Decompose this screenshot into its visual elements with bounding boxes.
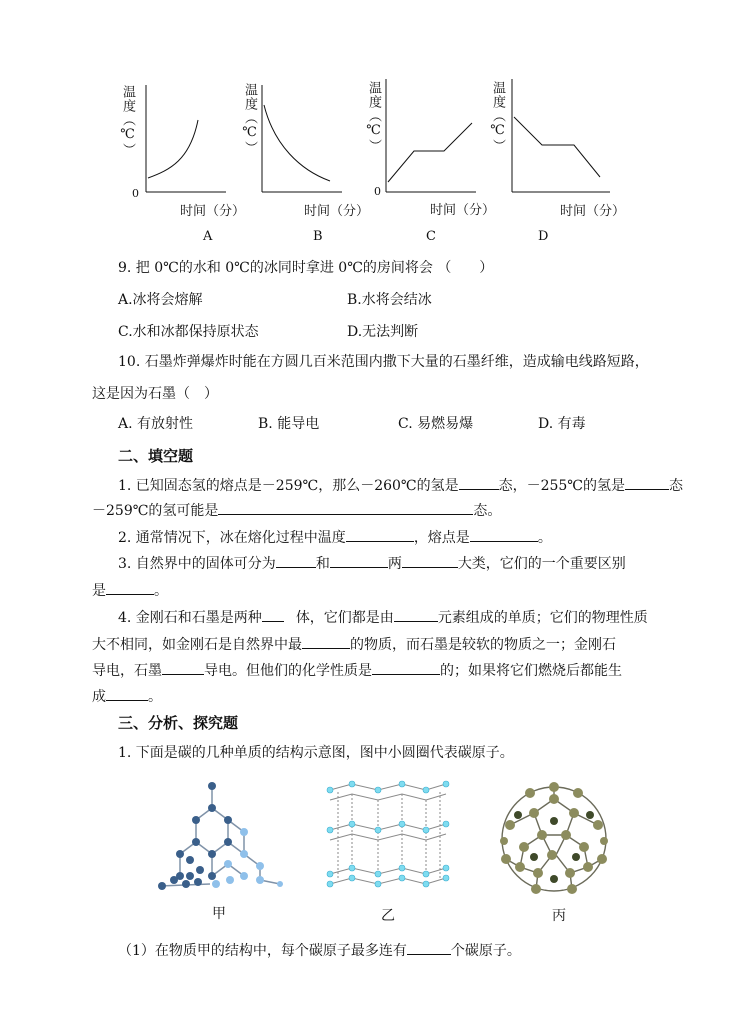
graph-d-ylabel: 温度（℃） bbox=[490, 81, 505, 153]
fill-q4-text-j: 。 bbox=[148, 689, 162, 705]
fill-q3-text-c: 两 bbox=[387, 556, 402, 572]
fill-q4-text-c: 元素组成的单质；它们的物理性质 bbox=[437, 610, 648, 626]
fill-q4-line3 bbox=[92, 660, 622, 681]
graph-a-ylabel: 温度（℃） bbox=[120, 85, 135, 157]
fill-q2-text-c: 。 bbox=[537, 530, 552, 546]
fill-q2-blank-2[interactable] bbox=[470, 527, 538, 542]
q9-option-b: B.水将会结冰 bbox=[347, 292, 432, 308]
graph-a-zero: 0 bbox=[132, 187, 139, 200]
graph-a-xlabel: 时间（分） bbox=[180, 204, 246, 219]
fill-q4-text-f: 导电，石墨 bbox=[92, 663, 162, 679]
fill-q4-text-g: 导电。但他们的化学性质是 bbox=[204, 663, 372, 679]
fill-q3-blank-3[interactable] bbox=[402, 553, 458, 568]
graph-a bbox=[118, 75, 246, 219]
graph-d bbox=[490, 75, 626, 219]
diamond-structure-image bbox=[150, 780, 290, 900]
fill-q1-blank-2[interactable] bbox=[625, 475, 669, 490]
structure-label-yi: 乙 bbox=[381, 908, 395, 924]
fill-q1-line1 bbox=[118, 475, 683, 496]
fill-q3-text-f: 。 bbox=[154, 583, 168, 599]
fill-q1-blank-3[interactable] bbox=[218, 500, 473, 515]
fill-q4-line1 bbox=[118, 607, 648, 628]
analysis-q1-sub1 bbox=[118, 940, 521, 961]
graph-c-zero: 0 bbox=[374, 185, 381, 198]
graph-d-plot bbox=[490, 75, 610, 215]
fill-q4-text-b: 体，它们都是由 bbox=[295, 610, 394, 626]
fill-q1-text-a: 1. 已知固态氢的熔点是－259℃，那么－260℃的氢是 bbox=[118, 478, 459, 494]
analysis-q1-sub1-text-a: （1）在物质甲的结构中，每个碳原子最多连有 bbox=[118, 943, 407, 959]
fullerene-structure-image bbox=[490, 775, 620, 903]
fill-q1-text-c: 态 bbox=[668, 478, 683, 494]
fill-q1-text-b: 态，－255℃的氢是 bbox=[498, 478, 625, 494]
graph-b-xlabel: 时间（分） bbox=[304, 204, 370, 219]
fill-q4-text-d: 大不相同，如金刚石是自然界中最 bbox=[92, 637, 302, 653]
q10-stem-line1: 10. 石墨炸弹爆炸时能在方圆几百米范围内撒下大量的石墨纤维，造成输电线路短路， bbox=[118, 354, 649, 370]
graph-c-label: C bbox=[426, 229, 436, 244]
graph-c-ylabel: 温度（℃） bbox=[366, 81, 381, 153]
fill-q4-blank-6[interactable] bbox=[106, 686, 148, 701]
fill-q1-blank-1[interactable] bbox=[459, 475, 499, 490]
analysis-q1-sub1-text-b: 个碳原子。 bbox=[450, 943, 521, 959]
fill-q3-blank-2[interactable] bbox=[330, 553, 388, 568]
fill-q3-blank-1[interactable] bbox=[276, 553, 316, 568]
fill-q4-text-h: 的；如果将它们燃烧后都能生 bbox=[440, 663, 622, 679]
q10-option-d: D. 有毒 bbox=[538, 416, 586, 432]
q9-option-c: C.水和冰都保持原状态 bbox=[118, 324, 259, 340]
fill-q2-text-b: ，熔点是 bbox=[413, 530, 470, 546]
graph-d-label: D bbox=[538, 229, 549, 244]
structure-label-bing: 丙 bbox=[552, 908, 566, 924]
fill-q1-text-d: －259℃的氢可能是 bbox=[92, 503, 219, 519]
fill-q2-text-a: 2. 通常情况下，冰在熔化过程中温度 bbox=[118, 530, 346, 546]
graph-a-label: A bbox=[203, 229, 213, 244]
fill-q1-text-e: 态。 bbox=[473, 503, 502, 519]
q10-option-b: B. 能导电 bbox=[258, 416, 320, 432]
graphite-structure-image bbox=[322, 778, 452, 898]
fill-q3-text-b: 和 bbox=[315, 556, 330, 572]
graph-c bbox=[366, 75, 496, 218]
q10-option-a: A. 有放射性 bbox=[118, 416, 194, 432]
fill-q3-line2 bbox=[92, 580, 168, 601]
graph-d-xlabel: 时间（分） bbox=[560, 204, 626, 219]
fill-q4-text-e: 的物质，而石墨是较软的物质之一；金刚石 bbox=[350, 637, 616, 653]
q10-option-c: C. 易燃易爆 bbox=[398, 416, 474, 432]
fill-q4-blank-5[interactable] bbox=[372, 660, 440, 675]
fill-q4-line2 bbox=[92, 634, 616, 655]
q9-stem: 9. 把 0℃的水和 0℃的冰同时拿进 0℃的房间将会 （ ） bbox=[118, 260, 494, 276]
fill-q3-text-a: 3. 自然界中的固体可分为 bbox=[118, 556, 276, 572]
fill-q2 bbox=[118, 527, 552, 548]
fill-q3-blank-4[interactable] bbox=[106, 580, 154, 595]
structure-label-jia: 甲 bbox=[212, 906, 226, 922]
fill-q4-blank-2[interactable] bbox=[394, 607, 438, 622]
fill-q3-text-d: 大类，它们的一个重要区别 bbox=[457, 556, 626, 572]
graph-b-label: B bbox=[313, 229, 323, 244]
fill-q4-line4 bbox=[92, 686, 162, 707]
fill-q4-blank-1[interactable] bbox=[262, 607, 284, 622]
section-3-heading: 三、分析、探究题 bbox=[118, 714, 239, 732]
section-2-heading: 二、填空题 bbox=[118, 447, 194, 465]
fill-q4-text-i: 成 bbox=[92, 689, 106, 705]
q10-stem-line2: 这是因为石墨（ ） bbox=[92, 386, 218, 402]
fill-q4-blank-4[interactable] bbox=[162, 660, 204, 675]
fill-q2-blank-1[interactable] bbox=[346, 527, 414, 542]
graph-c-plot bbox=[366, 75, 476, 215]
fill-q3-line1 bbox=[118, 553, 626, 574]
graph-b bbox=[240, 75, 370, 219]
fill-q4-text-a: 4. 金刚石和石墨是两种 bbox=[118, 610, 262, 626]
fill-q1-line2 bbox=[92, 500, 501, 521]
graph-b-ylabel: 温度（℃） bbox=[242, 83, 257, 155]
q9-option-d: D.无法判断 bbox=[347, 324, 419, 340]
analysis-q1: 1. 下面是碳的几种单质的结构示意图，图中小圆圈代表碳原子。 bbox=[118, 745, 514, 761]
analysis-q1-sub1-blank[interactable] bbox=[407, 940, 451, 955]
graph-c-xlabel: 时间（分） bbox=[430, 203, 496, 218]
fill-q4-blank-3[interactable] bbox=[302, 634, 350, 649]
q9-option-a: A.冰将会熔解 bbox=[118, 292, 203, 308]
fill-q3-text-e: 是 bbox=[92, 583, 106, 599]
